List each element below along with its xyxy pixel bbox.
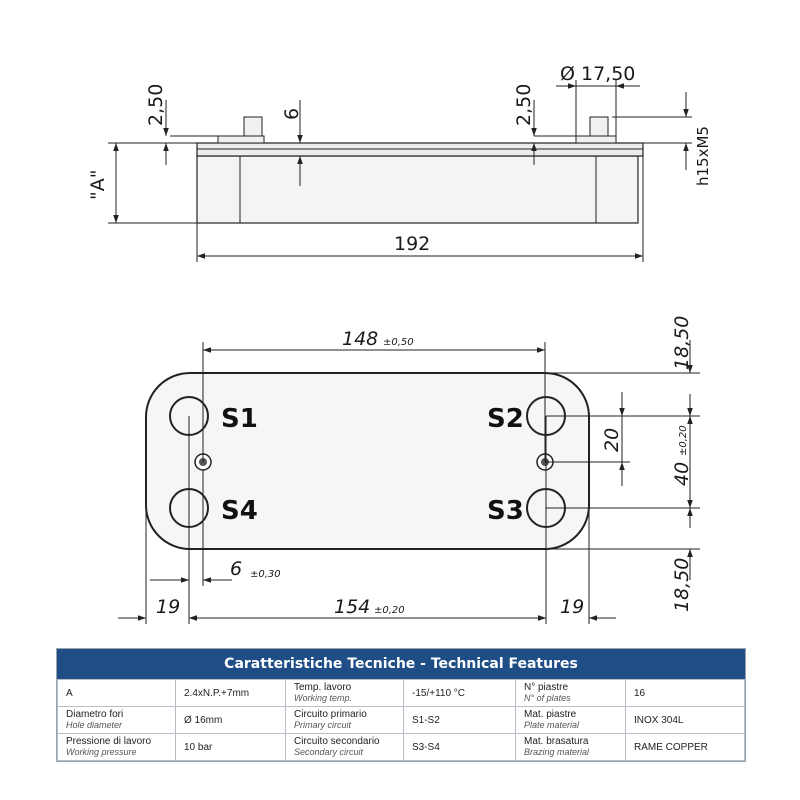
dim-pin-spacing-horizontal: 148 bbox=[342, 328, 379, 350]
feature-value: S1-S2 bbox=[404, 707, 516, 734]
technical-features-table bbox=[56, 648, 746, 762]
feature-label bbox=[286, 734, 404, 761]
feature-value: RAME COPPER bbox=[626, 734, 745, 761]
port-label-s3: S3 bbox=[487, 496, 524, 526]
dim-margin-top: 18,50 bbox=[671, 315, 693, 370]
dim-hole-spacing-vertical: 40 bbox=[671, 461, 693, 486]
feature-value: -15/+110 °C bbox=[404, 680, 516, 707]
feature-value: 2.4xN.P.+7mm bbox=[176, 680, 286, 707]
dim-plate-thickness: 6 bbox=[281, 107, 303, 120]
feature-value: Ø 16mm bbox=[176, 707, 286, 734]
features-grid bbox=[57, 679, 745, 761]
feature-label-en: Plate material bbox=[524, 720, 580, 730]
dim-pin-spacing-vertical: 20 bbox=[601, 427, 623, 452]
feature-label-it: Pressione di lavoro bbox=[66, 736, 152, 747]
feature-label-it: A bbox=[66, 687, 73, 699]
dim-margin-bottom: 18,50 bbox=[671, 557, 693, 612]
feature-label-en: N° of plates bbox=[524, 693, 571, 703]
feature-label-it: N° piastre bbox=[524, 682, 569, 693]
features-row bbox=[58, 734, 745, 761]
exchanger-body-side bbox=[197, 156, 638, 223]
dim-pin-height-left: 2,50 bbox=[145, 83, 167, 126]
feature-label-it: Diametro fori bbox=[66, 709, 124, 720]
features-row bbox=[58, 707, 745, 734]
dim-hole-spacing-vertical-tol: ±0,20 bbox=[678, 425, 689, 456]
connector-left-side bbox=[218, 136, 264, 143]
feature-label-it: Circuito primario bbox=[294, 709, 367, 720]
dim-hole-spacing-horizontal: 154 bbox=[334, 596, 371, 618]
feature-label-en: Hole diameter bbox=[66, 720, 123, 730]
feature-label-it: Mat. brasatura bbox=[524, 736, 589, 747]
port-label-s1: S1 bbox=[221, 404, 258, 434]
dim-thread: h15xM5 bbox=[694, 126, 712, 186]
dim-hole-spacing-horizontal-tol: ±0,20 bbox=[374, 605, 405, 616]
dim-edge-left: 19 bbox=[156, 596, 181, 618]
feature-label bbox=[58, 734, 176, 761]
feature-label bbox=[58, 707, 176, 734]
dim-pin-spacing-horizontal-tol: ±0,50 bbox=[383, 337, 414, 348]
feature-label bbox=[516, 707, 626, 734]
feature-label-en: Working temp. bbox=[294, 693, 353, 703]
dim-height-a: "A" bbox=[87, 169, 109, 200]
feature-value: INOX 304L bbox=[626, 707, 745, 734]
feature-value: 10 bar bbox=[176, 734, 286, 761]
feature-label-en: Working pressure bbox=[66, 747, 137, 757]
feature-label-en: Brazing material bbox=[524, 747, 590, 757]
feature-value: 16 bbox=[626, 680, 745, 707]
pin-left-side bbox=[244, 117, 262, 136]
feature-label-it: Temp. lavoro bbox=[294, 682, 352, 693]
dim-pin-height-right: 2,50 bbox=[513, 83, 535, 126]
feature-label bbox=[58, 680, 176, 707]
feature-label bbox=[286, 680, 404, 707]
dim-edge-right: 19 bbox=[560, 596, 585, 618]
features-row bbox=[58, 680, 745, 707]
port-label-s4: S4 bbox=[221, 496, 258, 526]
dim-pin-offset: 6 bbox=[230, 558, 243, 580]
dim-connector-diameter: Ø 17,50 bbox=[560, 63, 636, 85]
features-title: Caratteristiche Tecniche - Technical Features bbox=[57, 649, 745, 679]
feature-label-it: Mat. piastre bbox=[524, 709, 577, 720]
feature-label bbox=[516, 680, 626, 707]
feature-label-it: Circuito secondario bbox=[294, 736, 380, 747]
side-view bbox=[87, 63, 712, 262]
pin-right-side bbox=[590, 117, 608, 136]
feature-label-en: Primary circuit bbox=[294, 720, 352, 730]
dim-pin-offset-tol: ±0,30 bbox=[250, 569, 281, 580]
feature-label bbox=[516, 734, 626, 761]
port-label-s2: S2 bbox=[487, 404, 524, 434]
connector-right-side bbox=[576, 136, 616, 143]
feature-label bbox=[286, 707, 404, 734]
feature-value: S3-S4 bbox=[404, 734, 516, 761]
front-view bbox=[118, 316, 700, 624]
dim-overall-length: 192 bbox=[394, 233, 431, 255]
feature-label-en: Secondary circuit bbox=[294, 747, 364, 757]
